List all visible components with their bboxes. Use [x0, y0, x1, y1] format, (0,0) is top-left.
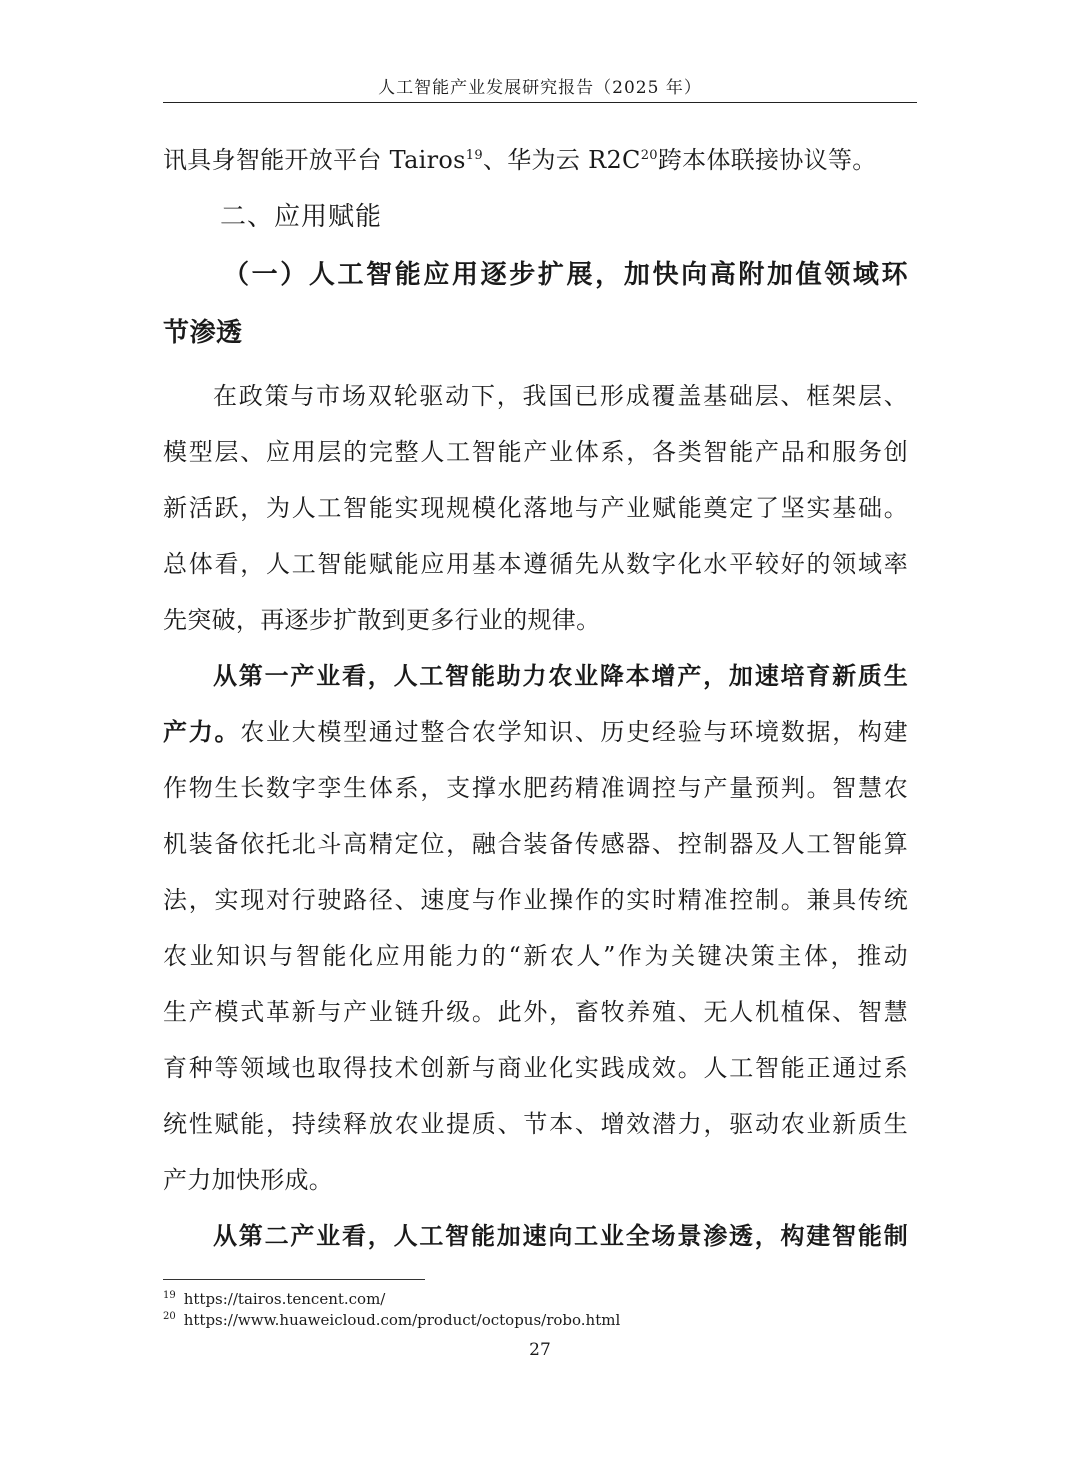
paragraph-line: 法，实现对行驶路径、速度与作业操作的实时精准控制。兼具传统 — [163, 886, 908, 914]
paragraph-line: 模型层、应用层的完整人工智能产业体系，各类智能产品和服务创 — [163, 438, 908, 466]
running-header: 人工智能产业发展研究报告（2025 年） — [378, 78, 702, 98]
paragraph-lead-bold: 从第二产业看，人工智能加速向工业全场景渗透，构建智能制 — [213, 1222, 908, 1250]
footnote-number: 20 — [163, 1311, 176, 1322]
paragraph-2 — [163, 648, 908, 1208]
paragraph-line: 农业知识与智能化应用能力的“新农人”作为关键决策主体，推动 — [163, 942, 908, 970]
continuation-text-2: 、华为云 R2C — [482, 146, 641, 174]
paragraph-3 — [163, 1208, 908, 1264]
continuation-line — [163, 132, 908, 188]
footnote-number: 19 — [163, 1290, 176, 1301]
header-rule — [163, 102, 917, 103]
paragraph-line: 生产模式革新与产业链升级。此外，畜牧养殖、无人机植保、智慧 — [163, 998, 908, 1026]
paragraph-line: 总体看，人工智能赋能应用基本遵循先从数字化水平较好的领域率 — [163, 550, 908, 578]
paragraph-lead-bold: 从第一产业看，人工智能助力农业降本增产，加速培育新质生 — [213, 662, 908, 690]
footnote-link[interactable]: https://www.huaweicloud.com/product/octopus/robo.html — [183, 1311, 621, 1329]
paragraph-line: 统性赋能，持续释放农业提质、节本、增效潜力，驱动农业新质生 — [163, 1110, 908, 1138]
footnote-20 — [163, 1310, 620, 1331]
paragraph-line: 产力加快形成。 — [163, 1166, 334, 1194]
paragraph-line-rest: 农业大模型通过整合农学知识、历史经验与环境数据，构建 — [240, 718, 908, 746]
paragraph-line — [163, 704, 908, 760]
subsection-heading-line-1: （一）人工智能应用逐步扩展，加快向高附加值领域环 — [223, 260, 908, 290]
paragraph-lead-bold-end: 产力。 — [163, 718, 241, 746]
paragraph-line: 在政策与市场双轮驱动下，我国已形成覆盖基础层、框架层、 — [213, 382, 908, 410]
footnote-19 — [163, 1289, 620, 1310]
paragraph-line: 育种等领域也取得技术创新与商业化实践成效。人工智能正通过系 — [163, 1054, 908, 1082]
continuation-text-1: 讯具身智能开放平台 Tairos — [163, 146, 466, 174]
section-heading: 二、应用赋能 — [220, 202, 383, 232]
paragraph-line: 作物生长数字孪生体系，支撑水肥药精准调控与产量预判。智慧农 — [163, 774, 908, 802]
footnote-ref-20[interactable]: 20 — [640, 148, 658, 163]
footnotes — [163, 1289, 620, 1331]
paragraph-line: 机装备依托北斗高精定位，融合装备传感器、控制器及人工智能算 — [163, 830, 908, 858]
footnote-link[interactable]: https://tairos.tencent.com/ — [183, 1290, 386, 1308]
subsection-heading-line-2: 节渗透 — [163, 318, 243, 348]
body-text — [163, 132, 908, 1264]
paragraph-line: 先突破，再逐步扩散到更多行业的规律。 — [163, 606, 601, 634]
page-number: 27 — [529, 1340, 551, 1360]
paragraph-1 — [163, 368, 908, 648]
continuation-text-3: 跨本体联接协议等。 — [657, 146, 877, 174]
footnote-ref-19[interactable]: 19 — [465, 148, 483, 163]
paragraph-line: 新活跃，为人工智能实现规模化落地与产业赋能奠定了坚实基础。 — [163, 494, 908, 522]
footnote-rule — [163, 1279, 425, 1280]
